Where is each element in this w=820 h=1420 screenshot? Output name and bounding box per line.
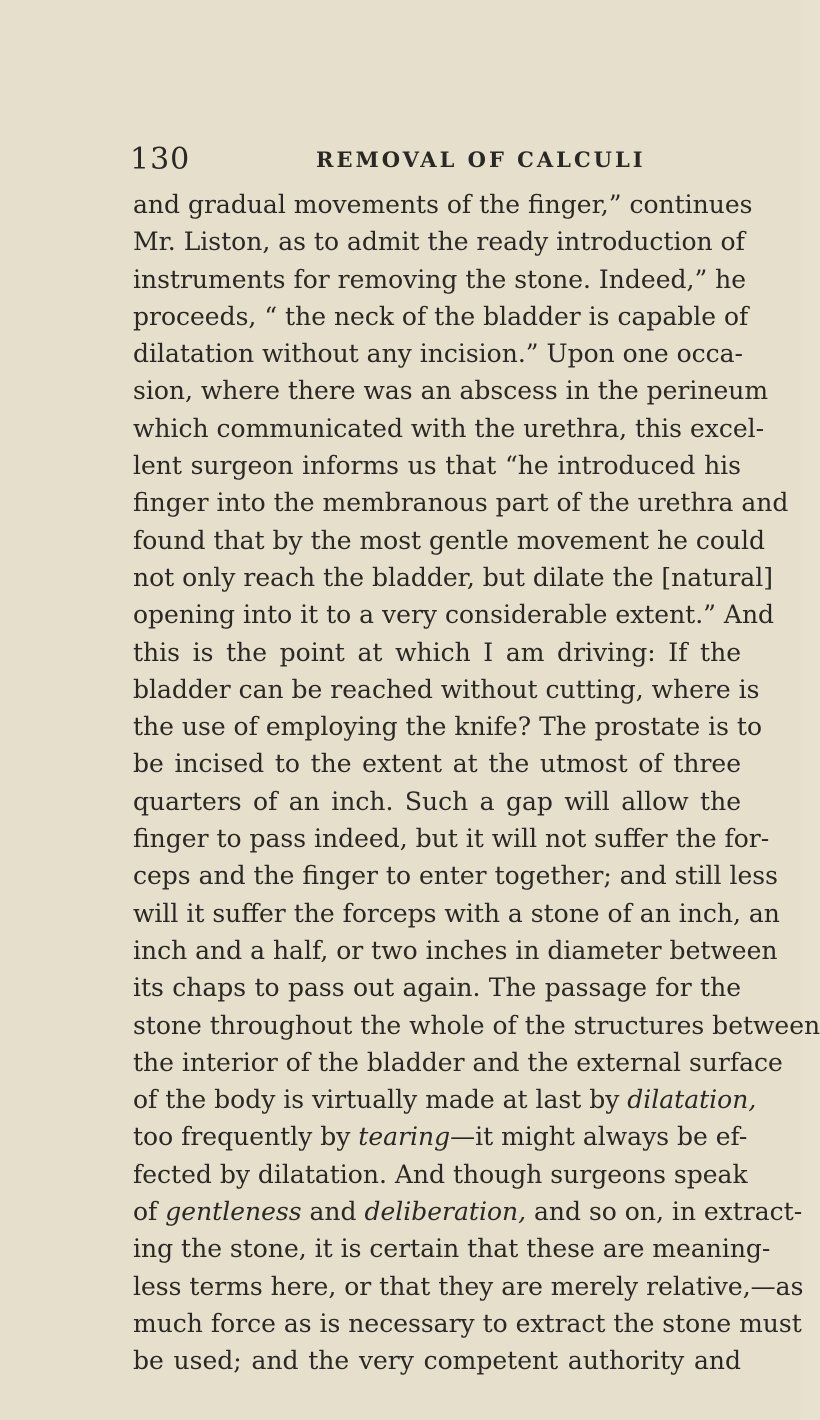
text-line	[133, 596, 775, 633]
text-line	[133, 298, 749, 335]
text-segment: be incised to the extent at the utmost of three	[133, 749, 741, 779]
text-line	[133, 895, 780, 932]
text-line	[133, 1118, 748, 1155]
text-segment: lent surgeon informs us that “he introduced his	[133, 451, 741, 481]
text-segment: proceeds, “ the neck of the bladder is capable of	[133, 301, 749, 331]
body-text	[133, 186, 820, 1380]
italic-text: dilatation,	[627, 1085, 757, 1115]
text-segment: of	[133, 1197, 166, 1227]
text-line	[133, 1230, 771, 1267]
text-line	[133, 484, 789, 521]
text-segment: opening into it to a very considerable extent.” And	[133, 600, 775, 630]
text-line	[133, 783, 741, 820]
page-header	[130, 140, 730, 180]
text-line	[133, 1044, 783, 1081]
text-segment: quarters of an inch. Such a gap will allow the	[133, 786, 741, 816]
text-line	[133, 372, 769, 409]
text-segment: the interior of the bladder and the external surface	[133, 1047, 783, 1077]
text-line	[133, 671, 760, 708]
text-segment: finger into the membranous part of the urethra and	[133, 488, 789, 518]
italic-text: deliberation,	[364, 1197, 527, 1227]
text-line	[133, 932, 778, 969]
text-segment: instruments for removing the stone. Indeed,” he	[133, 264, 747, 294]
text-segment: found that by the most gentle movement he could	[133, 525, 765, 555]
text-line	[133, 857, 778, 894]
text-line	[133, 1268, 804, 1305]
text-segment: finger to pass indeed, but it will not suffer the for-	[133, 824, 770, 854]
text-segment: the use of employing the knife? The prostate is to	[133, 712, 763, 742]
text-line	[133, 261, 747, 298]
text-segment: —it might always be ef-	[450, 1122, 748, 1152]
text-segment: stone throughout the whole of the structures between	[133, 1010, 820, 1040]
italic-text: tearing	[358, 1122, 451, 1152]
text-segment: Mr. Liston, as to admit the ready introduction of	[133, 227, 745, 257]
text-line	[133, 559, 773, 596]
text-line	[133, 522, 765, 559]
text-line	[133, 820, 770, 857]
text-line	[133, 745, 741, 782]
text-line	[133, 447, 741, 484]
text-line	[133, 1305, 802, 1342]
text-line	[133, 410, 765, 447]
text-segment: will it suffer the forceps with a stone of an inch, an	[133, 898, 780, 928]
text-segment: fected by dilatation. And though surgeons speak	[133, 1159, 748, 1189]
text-line	[133, 186, 753, 223]
text-line	[133, 1007, 820, 1044]
text-segment: too frequently by	[133, 1122, 359, 1152]
text-segment: sion, where there was an abscess in the perineum	[133, 376, 769, 406]
text-segment: this is the point at which I am driving: If the	[133, 637, 741, 667]
text-line	[133, 708, 763, 745]
text-line	[133, 634, 741, 671]
text-segment: of the body is virtually made at last by	[133, 1085, 628, 1115]
page-number: 130	[130, 142, 191, 177]
text-segment: bladder can be reached without cutting, where is	[133, 674, 760, 704]
text-line	[133, 1156, 748, 1193]
text-segment: less terms here, or that they are merely relative,—as	[133, 1271, 804, 1301]
text-line	[133, 969, 741, 1006]
text-segment: dilatation without any incision.” Upon one occa-	[133, 339, 743, 369]
text-line	[133, 1193, 803, 1230]
text-segment: be used; and the very competent authority and	[133, 1346, 741, 1376]
text-segment: ceps and the finger to enter together; and still less	[133, 861, 778, 891]
text-segment: much force as is necessary to extract the stone must	[133, 1308, 802, 1338]
text-line	[133, 223, 745, 260]
text-segment: ing the stone, it is certain that these are meaning-	[133, 1234, 771, 1264]
running-head: REMOVAL OF CALCULI	[316, 147, 646, 172]
text-line	[133, 1081, 757, 1118]
text-segment: which communicated with the urethra, this excel-	[133, 413, 765, 443]
italic-text: gentleness	[165, 1197, 302, 1227]
text-segment: inch and a half, or two inches in diameter between	[133, 935, 778, 965]
text-segment: its chaps to pass out again. The passage for the	[133, 973, 741, 1003]
text-line	[133, 1342, 741, 1379]
text-segment: and gradual movements of the finger,” continues	[133, 190, 753, 219]
text-segment: and so on, in extract-	[526, 1197, 803, 1227]
text-segment: and	[301, 1197, 365, 1227]
text-line	[133, 335, 741, 372]
text-segment: not only reach the bladder, but dilate the [natural]	[133, 562, 773, 592]
